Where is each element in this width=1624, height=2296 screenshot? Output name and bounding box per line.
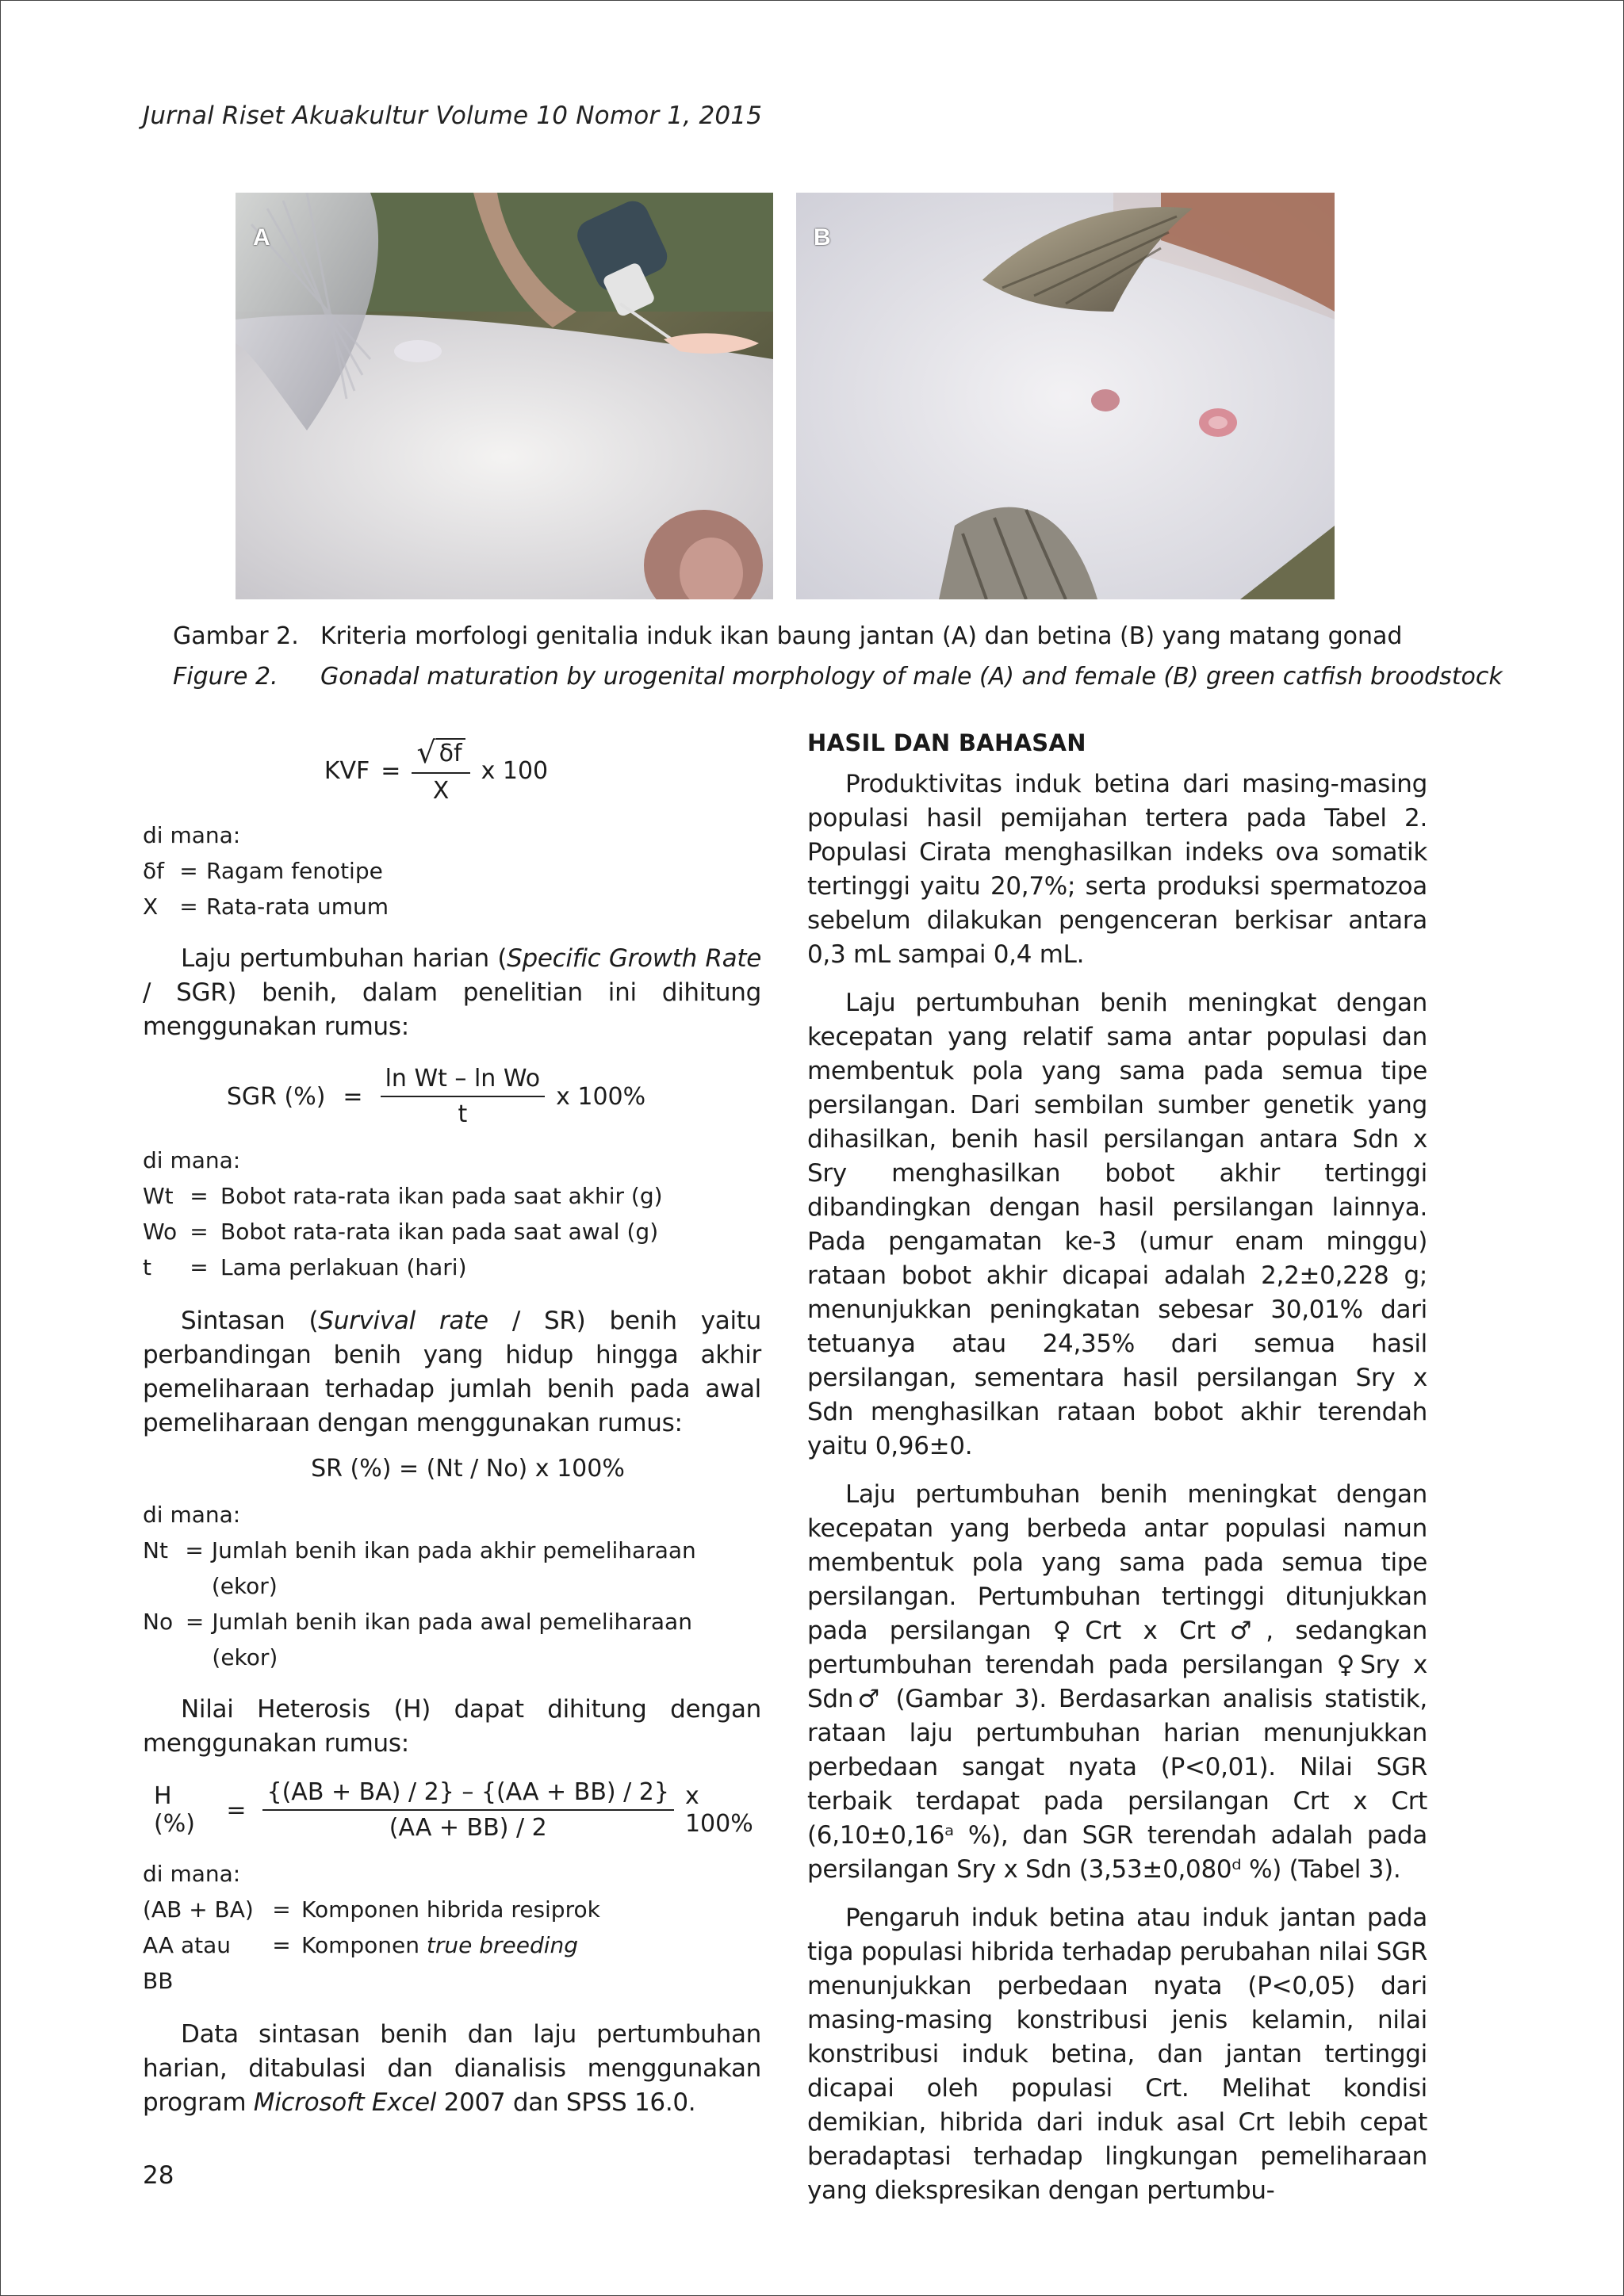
text-run: / SGR) benih, dalam penelitian ini dihitung menggunakan rumus: bbox=[143, 978, 761, 1041]
caption-key: Gambar 2. bbox=[173, 622, 299, 650]
def-symbol: No bbox=[143, 1609, 174, 1635]
formula-lhs: SGR (%) bbox=[226, 1082, 326, 1111]
def-equals: = bbox=[190, 1219, 209, 1245]
formula-tail: x 100% bbox=[684, 1782, 753, 1838]
def-description: Bobot rata-rata ikan pada saat awal (g) bbox=[220, 1219, 659, 1245]
formula-lhs: H (%) bbox=[154, 1782, 195, 1838]
def-description: Jumlah benih ikan pada akhir pemeliharaan (ekor) bbox=[211, 1537, 696, 1599]
text-run: Laju pertumbuhan harian ( bbox=[181, 944, 508, 973]
italic-term: true breeding bbox=[426, 1932, 579, 1958]
figure-caption-english bbox=[173, 663, 1503, 691]
female-catfish-photo bbox=[796, 193, 1335, 599]
def-symbol: δf bbox=[143, 858, 164, 884]
figure-panel-a-photo bbox=[236, 193, 773, 599]
definitions-heterosis bbox=[143, 1856, 761, 1999]
caption-text: Gonadal maturation by urogenital morphology of male (A) and female (B) green catfish broodstock bbox=[320, 663, 1503, 691]
def-equals: = bbox=[179, 858, 198, 884]
formula-numerator: ln Wt – ln Wo bbox=[381, 1065, 546, 1097]
def-description bbox=[301, 1927, 578, 1999]
heterosis-formula: H (%) = $\frac{\{(AB + BA) / 2\} - \{(AA + BB) / 2\}}{(AA + BB) / 2}$ x 100% bbox=[154, 1778, 761, 1842]
results-paragraph-4: Pengaruh induk betina atau induk jantan pada tiga populasi hibrida terhadap perubahan nilai SGR menunjukkan perbedaan nyata (P<0,05) dari masing-masing konstribusi jenis kelamin, nilai konstribusi induk betina, dan jantan tertinggi dicapai oleh populasi Crt. Melihat kondisi demikian, hibrida dari induk asal Crt lebih cepat beradaptasi terhadap lingkungan pemeliharaan yang diekspresikan dengan pertumbu- bbox=[807, 1904, 1427, 2205]
left-column bbox=[143, 729, 761, 2120]
def-equals: = bbox=[190, 1254, 209, 1280]
formula-fraction bbox=[381, 1065, 546, 1128]
male-catfish-photo bbox=[236, 193, 773, 599]
italic-term: Microsoft Excel bbox=[253, 2088, 437, 2117]
formula-fraction: √ δf X bbox=[412, 737, 469, 805]
text-run: / SR) benih yaitu perbandingan benih yang hidup hingga akhir pemeliharaan terhadap jumlah benih pada awal pemeliharaan dengan menggunakan rumus: bbox=[143, 1307, 761, 1437]
page-number: 28 bbox=[143, 2161, 174, 2190]
where-label: di mana: bbox=[143, 1861, 241, 1887]
results-paragraph-1: Produktivitas induk betina dari masing-masing populasi hasil pemijahan tertera pada Tabel 2. Populasi Cirata menghasilkan indeks ova somatik tertinggi yaitu 20,7%; serta produksi spermatozoa sebelum dilakukan pengenceran berkisar antara 0,3 mL sampai 0,4 mL. bbox=[807, 770, 1427, 969]
def-symbol: X bbox=[143, 894, 159, 920]
def-symbol: Wo bbox=[143, 1219, 178, 1245]
kvf-formula: KVF = √ δf X x 100 bbox=[324, 735, 549, 805]
formula-tail: x 100% bbox=[556, 1082, 646, 1111]
def-description: Jumlah benih ikan pada awal pemeliharaan (ekor) bbox=[212, 1609, 692, 1670]
text-run: Sintasan ( bbox=[181, 1307, 319, 1335]
formula-numerator: δf bbox=[436, 738, 465, 767]
def-symbol: Nt bbox=[143, 1537, 168, 1563]
def-equals: = bbox=[185, 1609, 205, 1635]
definitions-sgr bbox=[143, 1142, 761, 1285]
def-equals: = bbox=[190, 1183, 209, 1209]
def-equals: = bbox=[272, 1932, 291, 1958]
text-run: Komponen bbox=[301, 1932, 427, 1958]
where-label: di mana: bbox=[143, 1147, 241, 1173]
def-symbol: AA atau BB bbox=[143, 1932, 232, 1994]
def-description: Lama perlakuan (hari) bbox=[220, 1254, 467, 1280]
formula-tail: x 100 bbox=[481, 757, 549, 785]
running-head: Jurnal Riset Akuakultur Volume 10 Nomor 1, 2015 bbox=[143, 101, 763, 130]
def-description: Bobot rata-rata ikan pada saat akhir (g) bbox=[220, 1183, 663, 1209]
figure-panel-b-photo bbox=[796, 193, 1335, 599]
def-equals: = bbox=[272, 1896, 291, 1923]
formula-denominator: t bbox=[458, 1100, 468, 1128]
def-symbol: t bbox=[143, 1254, 151, 1280]
sr-formula: SR (%) = (Nt / No) x 100% bbox=[311, 1455, 625, 1483]
formula-numerator: {(AB + BA) / 2} – {(AA + BB) / 2} bbox=[262, 1778, 674, 1811]
formula-denominator: X bbox=[432, 777, 450, 805]
data-analysis-paragraph bbox=[143, 2018, 761, 2120]
italic-term: Specific Growth Rate bbox=[507, 944, 761, 973]
caption-key: Figure 2. bbox=[173, 663, 278, 691]
formula-fraction bbox=[262, 1778, 674, 1842]
text-run: Data sintasan benih dan laju pertumbuhan harian, ditabulasi dan dianalisis menggunakan program bbox=[143, 2020, 761, 2117]
results-paragraph-2: Laju pertumbuhan benih meningkat dengan kecepatan yang relatif sama antar populasi dan membentuk pola yang sama pada semua tipe persilangan. Dari sembilan sumber genetik yang dihasilkan, benih hasil persilangan antara Sdn x Sry menghasilkan bobot akhir tertinggi dibandingkan dengan hasil persilangan lainnya. Pada pengamatan ke-3 (umur enam minggu) rataan bobot akhir dicapai adalah 2,2±0,228 g; menunjukkan peningkatan sebesar 30,01% dari tetuanya atau 24,35% dari semua hasil persilangan, sementara hasil persilangan Sry x Sdn menghasilkan rataan bobot akhir terendah yaitu 0,96±0. bbox=[807, 989, 1427, 1460]
definitions-kvf bbox=[143, 817, 761, 924]
heterosis-paragraph: Nilai Heterosis (H) dapat dihitung dengan menggunakan rumus: bbox=[143, 1695, 761, 1758]
def-equals: = bbox=[185, 1537, 204, 1563]
formula-denominator: (AA + BB) / 2 bbox=[389, 1814, 547, 1842]
def-equals: = bbox=[179, 894, 198, 920]
panel-b-label: B bbox=[814, 224, 831, 251]
where-label: di mana: bbox=[143, 1502, 241, 1528]
italic-term: Survival rate bbox=[318, 1307, 488, 1335]
def-symbol: Wt bbox=[143, 1183, 174, 1209]
results-paragraph-3: Laju pertumbuhan benih meningkat dengan kecepatan yang berbeda antar populasi namun membentuk pola yang sama pada semua tipe persilangan. Pertumbuhan tertinggi ditunjukkan pada persilangan ♀Crt x Crt♂, sedangkan pertumbuhan terendah pada persilangan ♀Sry x Sdn♂ (Gambar 3). Berdasarkan analisis statistik, rataan laju pertumbuhan harian menunjukkan perbedaan sangat nyata (P<0,01). Nilai SGR terbaik terdapat pada persilangan Crt x Crt (6,10±0,16ᵃ %), dan SGR terendah adalah pada persilangan Sry x Sdn (3,53±0,080ᵈ %) (Tabel 3). bbox=[807, 1480, 1427, 1884]
formula-lhs: KVF bbox=[324, 757, 370, 785]
text-run: 2007 dan SPSS 16.0. bbox=[436, 2088, 696, 2117]
definitions-sr bbox=[143, 1497, 761, 1675]
sgr-formula: SGR (%) = $\frac{\text{ln Wt – ln Wo}}{t}$ x 100% bbox=[226, 1065, 646, 1128]
caption-text: Kriteria morfologi genitalia induk ikan baung jantan (A) dan betina (B) yang matang gonad bbox=[320, 622, 1403, 650]
def-description: Ragam fenotipe bbox=[206, 858, 383, 884]
sgr-paragraph bbox=[143, 942, 761, 1044]
def-description: Rata-rata umum bbox=[206, 894, 389, 920]
def-description: Komponen hibrida resiprok bbox=[301, 1896, 600, 1923]
def-symbol: (AB + BA) bbox=[143, 1896, 254, 1923]
where-label: di mana: bbox=[143, 822, 241, 848]
panel-a-label: A bbox=[253, 224, 270, 251]
section-heading: HASIL DAN BAHASAN bbox=[807, 729, 1086, 756]
right-column bbox=[807, 729, 1427, 2208]
figure-caption-indonesian bbox=[173, 622, 1402, 650]
sr-paragraph bbox=[143, 1304, 761, 1441]
